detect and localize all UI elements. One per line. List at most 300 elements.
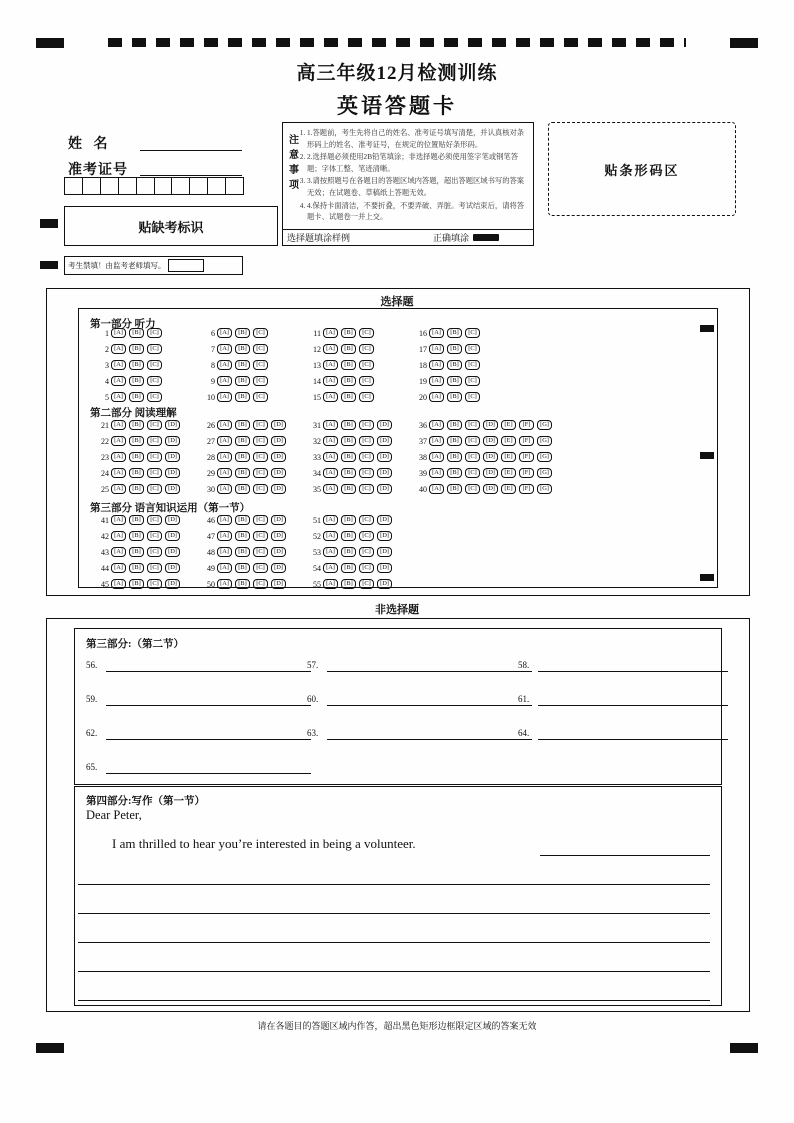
option-bubble-a[interactable]: [A] — [429, 360, 444, 370]
option-bubble-c[interactable]: [C] — [147, 484, 162, 494]
option-bubble-b[interactable]: [B] — [341, 328, 356, 338]
option-bubble-g[interactable]: [G] — [537, 436, 552, 446]
fill-in-line[interactable] — [538, 705, 728, 706]
option-bubble-c[interactable]: [C] — [147, 360, 162, 370]
answer-row[interactable] — [200, 376, 271, 386]
option-bubble-b[interactable]: [B] — [341, 452, 356, 462]
writing-line[interactable] — [78, 971, 710, 972]
option-bubble-b[interactable]: [B] — [341, 515, 356, 525]
option-bubble-a[interactable]: [A] — [217, 420, 232, 430]
writing-line[interactable] — [78, 942, 710, 943]
fill-in-line[interactable] — [106, 773, 311, 774]
option-bubble-c[interactable]: [C] — [253, 515, 268, 525]
option-bubble-b[interactable]: [B] — [341, 360, 356, 370]
option-bubble-b[interactable]: [B] — [235, 360, 250, 370]
option-bubble-a[interactable]: [A] — [429, 392, 444, 402]
option-bubble-a[interactable]: [A] — [217, 328, 232, 338]
answer-row[interactable] — [200, 547, 289, 557]
answer-row[interactable] — [94, 376, 165, 386]
option-bubble-d[interactable]: [D] — [483, 484, 498, 494]
option-bubble-d[interactable]: [D] — [165, 452, 180, 462]
option-bubble-b[interactable]: [B] — [447, 376, 462, 386]
option-bubble-c[interactable]: [C] — [359, 392, 374, 402]
option-bubble-c[interactable]: [C] — [359, 376, 374, 386]
answer-row[interactable] — [200, 328, 271, 338]
option-bubble-c[interactable]: [C] — [465, 392, 480, 402]
option-bubble-a[interactable]: [A] — [323, 344, 338, 354]
option-bubble-a[interactable]: [A] — [323, 436, 338, 446]
option-bubble-c[interactable]: [C] — [147, 547, 162, 557]
option-bubble-b[interactable]: [B] — [129, 563, 144, 573]
option-bubble-a[interactable]: [A] — [217, 392, 232, 402]
option-bubble-d[interactable]: [D] — [271, 452, 286, 462]
option-bubble-f[interactable]: [F] — [519, 484, 534, 494]
option-bubble-c[interactable]: [C] — [359, 547, 374, 557]
option-bubble-c[interactable]: [C] — [465, 468, 480, 478]
option-bubble-f[interactable]: [F] — [519, 436, 534, 446]
option-bubble-b[interactable]: [B] — [447, 436, 462, 446]
option-bubble-a[interactable]: [A] — [323, 392, 338, 402]
option-bubble-a[interactable]: [A] — [323, 420, 338, 430]
option-bubble-c[interactable]: [C] — [359, 515, 374, 525]
option-bubble-c[interactable]: [C] — [253, 436, 268, 446]
option-bubble-b[interactable]: [B] — [129, 376, 144, 386]
answer-row[interactable] — [306, 392, 377, 402]
proctor-note-blank[interactable] — [168, 259, 204, 272]
answer-row[interactable] — [94, 360, 165, 370]
option-bubble-a[interactable]: [A] — [323, 484, 338, 494]
option-bubble-b[interactable]: [B] — [129, 344, 144, 354]
option-bubble-b[interactable]: [B] — [447, 420, 462, 430]
option-bubble-d[interactable]: [D] — [165, 563, 180, 573]
option-bubble-d[interactable]: [D] — [165, 579, 180, 589]
option-bubble-b[interactable]: [B] — [447, 328, 462, 338]
answer-row[interactable] — [200, 531, 289, 541]
answer-row[interactable] — [94, 579, 183, 589]
option-bubble-c[interactable]: [C] — [465, 360, 480, 370]
option-bubble-a[interactable]: [A] — [111, 515, 126, 525]
option-bubble-b[interactable]: [B] — [341, 392, 356, 402]
answer-row[interactable] — [94, 328, 165, 338]
writing-line[interactable] — [540, 855, 710, 856]
missing-candidate-seal-box[interactable]: 贴缺考标识 — [64, 206, 278, 246]
option-bubble-a[interactable]: [A] — [217, 547, 232, 557]
option-bubble-b[interactable]: [B] — [341, 579, 356, 589]
option-bubble-c[interactable]: [C] — [253, 468, 268, 478]
answer-row[interactable] — [94, 563, 183, 573]
option-bubble-b[interactable]: [B] — [129, 547, 144, 557]
question-number: 30 — [207, 484, 215, 494]
option-bubble-d[interactable]: [D] — [483, 452, 498, 462]
option-bubble-d[interactable]: [D] — [483, 468, 498, 478]
option-bubble-g[interactable]: [G] — [537, 452, 552, 462]
option-bubble-f[interactable]: [F] — [519, 420, 534, 430]
option-bubble-b[interactable]: [B] — [129, 392, 144, 402]
option-bubble-a[interactable]: [A] — [111, 392, 126, 402]
option-bubble-d[interactable]: [D] — [377, 579, 392, 589]
answer-row[interactable] — [412, 328, 483, 338]
option-bubble-c[interactable]: [C] — [147, 376, 162, 386]
answer-row[interactable] — [412, 468, 555, 478]
option-bubble-d[interactable]: [D] — [271, 484, 286, 494]
option-bubble-c[interactable]: [C] — [465, 376, 480, 386]
option-bubble-a[interactable]: [A] — [111, 468, 126, 478]
option-bubble-a[interactable]: [A] — [111, 484, 126, 494]
option-bubble-d[interactable]: [D] — [271, 420, 286, 430]
option-bubble-b[interactable]: [B] — [129, 515, 144, 525]
option-bubble-a[interactable]: [A] — [217, 376, 232, 386]
answer-row[interactable] — [306, 531, 395, 541]
option-bubble-b[interactable]: [B] — [447, 392, 462, 402]
option-bubble-b[interactable]: [B] — [235, 392, 250, 402]
answer-row[interactable] — [94, 420, 183, 430]
option-bubble-d[interactable]: [D] — [377, 420, 392, 430]
option-bubble-c[interactable]: [C] — [359, 531, 374, 541]
option-bubble-a[interactable]: [A] — [429, 420, 444, 430]
writing-line[interactable] — [78, 884, 710, 885]
option-bubble-b[interactable]: [B] — [129, 360, 144, 370]
option-bubble-c[interactable]: [C] — [147, 392, 162, 402]
option-bubble-d[interactable]: [D] — [377, 563, 392, 573]
option-bubble-c[interactable]: [C] — [359, 360, 374, 370]
option-bubble-b[interactable]: [B] — [447, 344, 462, 354]
option-bubble-d[interactable]: [D] — [165, 515, 180, 525]
answer-row[interactable] — [412, 420, 555, 430]
option-bubble-b[interactable]: [B] — [341, 420, 356, 430]
option-bubble-b[interactable]: [B] — [235, 376, 250, 386]
option-bubble-c[interactable]: [C] — [359, 484, 374, 494]
option-bubble-a[interactable]: [A] — [111, 376, 126, 386]
option-bubble-d[interactable]: [D] — [165, 531, 180, 541]
option-bubble-c[interactable]: [C] — [253, 531, 268, 541]
option-bubble-c[interactable]: [C] — [359, 579, 374, 589]
option-bubble-a[interactable]: [A] — [217, 468, 232, 478]
answer-row[interactable] — [200, 468, 289, 478]
fill-in-line[interactable] — [106, 705, 311, 706]
answer-row[interactable] — [412, 452, 555, 462]
option-bubble-d[interactable]: [D] — [377, 484, 392, 494]
option-bubble-a[interactable]: [A] — [111, 579, 126, 589]
option-bubble-a[interactable]: [A] — [429, 436, 444, 446]
option-bubble-a[interactable]: [A] — [429, 484, 444, 494]
option-bubble-f[interactable]: [F] — [519, 452, 534, 462]
option-bubble-c[interactable]: [C] — [465, 436, 480, 446]
option-bubble-d[interactable]: [D] — [377, 531, 392, 541]
answer-row[interactable] — [94, 344, 165, 354]
fill-in-line[interactable] — [327, 671, 532, 672]
option-bubble-c[interactable]: [C] — [253, 420, 268, 430]
option-bubble-a[interactable]: [A] — [323, 452, 338, 462]
option-bubble-c[interactable]: [C] — [253, 392, 268, 402]
option-bubble-a[interactable]: [A] — [323, 328, 338, 338]
fill-in-line[interactable] — [106, 671, 311, 672]
answer-row[interactable] — [200, 452, 289, 462]
option-bubble-d[interactable]: [D] — [271, 468, 286, 478]
option-bubble-e[interactable]: [E] — [501, 452, 516, 462]
answer-row[interactable] — [200, 579, 289, 589]
answer-row[interactable] — [306, 436, 395, 446]
option-bubble-a[interactable]: [A] — [429, 328, 444, 338]
answer-row[interactable] — [94, 468, 183, 478]
option-bubble-c[interactable]: [C] — [359, 563, 374, 573]
option-bubble-d[interactable]: [D] — [271, 515, 286, 525]
option-bubble-a[interactable]: [A] — [323, 579, 338, 589]
answer-row[interactable] — [200, 392, 271, 402]
option-bubble-b[interactable]: [B] — [235, 531, 250, 541]
option-bubble-c[interactable]: [C] — [253, 484, 268, 494]
option-bubble-a[interactable]: [A] — [111, 344, 126, 354]
exam-number-grid[interactable] — [64, 177, 244, 195]
option-bubble-c[interactable]: [C] — [359, 420, 374, 430]
answer-row[interactable] — [306, 328, 377, 338]
option-bubble-a[interactable]: [A] — [429, 452, 444, 462]
option-bubble-b[interactable]: [B] — [447, 360, 462, 370]
answer-row[interactable] — [306, 344, 377, 354]
option-bubble-c[interactable]: [C] — [147, 420, 162, 430]
answer-row[interactable] — [412, 360, 483, 370]
filled-bubble-icon — [473, 234, 499, 241]
answer-row[interactable] — [94, 436, 183, 446]
option-bubble-c[interactable]: [C] — [253, 344, 268, 354]
option-bubble-d[interactable]: [D] — [271, 579, 286, 589]
barcode-paste-area[interactable]: 贴条形码区 — [548, 122, 736, 216]
option-bubble-b[interactable]: [B] — [129, 328, 144, 338]
option-bubble-b[interactable]: [B] — [341, 484, 356, 494]
answer-row[interactable] — [306, 515, 395, 525]
fill-in-line[interactable] — [327, 739, 532, 740]
answer-row[interactable] — [306, 452, 395, 462]
option-bubble-b[interactable]: [B] — [341, 468, 356, 478]
answer-row[interactable] — [94, 531, 183, 541]
option-bubble-c[interactable]: [C] — [359, 468, 374, 478]
option-bubble-d[interactable]: [D] — [165, 468, 180, 478]
writing-line[interactable] — [78, 913, 710, 914]
option-bubble-b[interactable]: [B] — [235, 436, 250, 446]
answer-row[interactable] — [200, 515, 289, 525]
option-bubble-d[interactable]: [D] — [165, 484, 180, 494]
option-bubble-c[interactable]: [C] — [253, 579, 268, 589]
option-bubble-a[interactable]: [A] — [111, 420, 126, 430]
option-bubble-c[interactable]: [C] — [359, 452, 374, 462]
option-bubble-d[interactable]: [D] — [377, 436, 392, 446]
option-bubble-c[interactable]: [C] — [253, 547, 268, 557]
option-bubble-e[interactable]: [E] — [501, 436, 516, 446]
option-bubble-c[interactable]: [C] — [465, 452, 480, 462]
option-bubble-c[interactable]: [C] — [147, 344, 162, 354]
answer-row[interactable] — [200, 436, 289, 446]
option-bubble-c[interactable]: [C] — [147, 563, 162, 573]
option-bubble-a[interactable]: [A] — [429, 344, 444, 354]
option-bubble-b[interactable]: [B] — [235, 515, 250, 525]
option-bubble-b[interactable]: [B] — [129, 436, 144, 446]
writing-line[interactable] — [78, 1000, 710, 1001]
answer-row[interactable] — [94, 547, 183, 557]
option-bubble-a[interactable]: [A] — [323, 563, 338, 573]
option-bubble-a[interactable]: [A] — [111, 328, 126, 338]
option-bubble-a[interactable]: [A] — [217, 344, 232, 354]
question-number: 50 — [207, 579, 215, 589]
fill-in-line[interactable] — [538, 739, 728, 740]
option-bubble-b[interactable]: [B] — [235, 328, 250, 338]
option-bubble-a[interactable]: [A] — [111, 360, 126, 370]
answer-row[interactable] — [306, 468, 395, 478]
option-bubble-a[interactable]: [A] — [429, 468, 444, 478]
option-bubble-b[interactable]: [B] — [341, 376, 356, 386]
option-bubble-c[interactable]: [C] — [359, 328, 374, 338]
option-bubble-c[interactable]: [C] — [147, 531, 162, 541]
option-bubble-e[interactable]: [E] — [501, 484, 516, 494]
fill-in-line[interactable] — [106, 739, 311, 740]
question-number: 41 — [101, 515, 109, 525]
answer-row[interactable] — [306, 484, 395, 494]
exam-number-label: 准考证号 — [68, 163, 128, 178]
answer-row[interactable] — [200, 420, 289, 430]
answer-row[interactable] — [306, 547, 395, 557]
option-bubble-d[interactable]: [D] — [271, 531, 286, 541]
option-bubble-c[interactable]: [C] — [359, 344, 374, 354]
answer-row[interactable] — [306, 376, 377, 386]
option-bubble-b[interactable]: [B] — [447, 484, 462, 494]
option-bubble-a[interactable]: [A] — [111, 436, 126, 446]
option-bubble-c[interactable]: [C] — [147, 436, 162, 446]
option-bubble-a[interactable]: [A] — [111, 547, 126, 557]
answer-row[interactable] — [200, 360, 271, 370]
answer-row[interactable] — [306, 563, 395, 573]
answer-row[interactable] — [306, 420, 395, 430]
option-bubble-c[interactable]: [C] — [147, 468, 162, 478]
option-bubble-d[interactable]: [D] — [377, 515, 392, 525]
option-bubble-c[interactable]: [C] — [253, 563, 268, 573]
option-bubble-a[interactable]: [A] — [217, 360, 232, 370]
option-bubble-d[interactable]: [D] — [165, 547, 180, 557]
correct-fill-sample — [433, 231, 499, 244]
option-bubble-e[interactable]: [E] — [501, 420, 516, 430]
answer-row[interactable] — [412, 376, 483, 386]
answer-row[interactable] — [412, 392, 483, 402]
option-bubble-a[interactable]: [A] — [217, 579, 232, 589]
option-bubble-a[interactable]: [A] — [217, 484, 232, 494]
option-bubble-d[interactable]: [D] — [271, 563, 286, 573]
option-bubble-b[interactable]: [B] — [341, 344, 356, 354]
option-bubble-a[interactable]: [A] — [323, 531, 338, 541]
answer-row[interactable] — [412, 344, 483, 354]
answer-row[interactable] — [94, 392, 165, 402]
option-bubble-a[interactable]: [A] — [429, 376, 444, 386]
option-bubble-d[interactable]: [D] — [483, 420, 498, 430]
option-bubble-a[interactable]: [A] — [323, 515, 338, 525]
option-bubble-g[interactable]: [G] — [537, 468, 552, 478]
option-bubble-d[interactable]: [D] — [377, 452, 392, 462]
option-bubble-d[interactable]: [D] — [165, 420, 180, 430]
fill-in-line[interactable] — [538, 671, 728, 672]
option-bubble-a[interactable]: [A] — [217, 563, 232, 573]
option-bubble-a[interactable]: [A] — [217, 436, 232, 446]
option-bubble-b[interactable]: [B] — [235, 547, 250, 557]
answer-row[interactable] — [94, 515, 183, 525]
option-bubble-c[interactable]: [C] — [465, 328, 480, 338]
option-bubble-b[interactable]: [B] — [447, 468, 462, 478]
answer-row[interactable] — [94, 452, 183, 462]
option-bubble-a[interactable]: [A] — [217, 452, 232, 462]
correct-fill-label: 正确填涂 — [433, 233, 470, 243]
option-bubble-b[interactable]: [B] — [341, 531, 356, 541]
option-bubble-d[interactable]: [D] — [483, 436, 498, 446]
option-bubble-c[interactable]: [C] — [465, 420, 480, 430]
option-bubble-f[interactable]: [F] — [519, 468, 534, 478]
option-bubble-a[interactable]: [A] — [323, 376, 338, 386]
option-bubble-b[interactable]: [B] — [235, 420, 250, 430]
option-bubble-b[interactable]: [B] — [129, 468, 144, 478]
option-bubble-a[interactable]: [A] — [323, 360, 338, 370]
option-bubble-a[interactable]: [A] — [111, 531, 126, 541]
option-bubble-a[interactable]: [A] — [323, 547, 338, 557]
answer-row[interactable] — [306, 579, 395, 589]
option-bubble-c[interactable]: [C] — [253, 376, 268, 386]
option-bubble-b[interactable]: [B] — [447, 452, 462, 462]
option-bubble-b[interactable]: [B] — [235, 579, 250, 589]
option-bubble-d[interactable]: [D] — [165, 436, 180, 446]
answer-row[interactable] — [200, 344, 271, 354]
option-bubble-c[interactable]: [C] — [147, 452, 162, 462]
option-bubble-a[interactable]: [A] — [111, 563, 126, 573]
option-bubble-d[interactable]: [D] — [271, 547, 286, 557]
option-bubble-d[interactable]: [D] — [271, 436, 286, 446]
fill-in-line[interactable] — [327, 705, 532, 706]
option-bubble-d[interactable]: [D] — [377, 547, 392, 557]
nonchoice-section-title: 非选择题 — [375, 604, 419, 616]
option-bubble-b[interactable]: [B] — [235, 344, 250, 354]
option-bubble-d[interactable]: [D] — [377, 468, 392, 478]
answer-row[interactable] — [200, 484, 289, 494]
option-bubble-b[interactable]: [B] — [129, 531, 144, 541]
option-bubble-b[interactable]: [B] — [129, 579, 144, 589]
option-bubble-c[interactable]: [C] — [359, 436, 374, 446]
option-bubble-b[interactable]: [B] — [129, 484, 144, 494]
option-bubble-b[interactable]: [B] — [235, 468, 250, 478]
answer-row[interactable] — [94, 484, 183, 494]
option-bubble-b[interactable]: [B] — [129, 420, 144, 430]
option-bubble-c[interactable]: [C] — [253, 360, 268, 370]
option-bubble-a[interactable]: [A] — [217, 515, 232, 525]
answer-row[interactable] — [412, 436, 555, 446]
name-input-line[interactable] — [140, 150, 242, 151]
answer-row[interactable] — [306, 360, 377, 370]
answer-row[interactable] — [412, 484, 555, 494]
option-bubble-e[interactable]: [E] — [501, 468, 516, 478]
option-bubble-b[interactable]: [B] — [341, 436, 356, 446]
option-bubble-c[interactable]: [C] — [465, 484, 480, 494]
option-bubble-b[interactable]: [B] — [129, 452, 144, 462]
option-bubble-c[interactable]: [C] — [147, 328, 162, 338]
option-bubble-g[interactable]: [G] — [537, 484, 552, 494]
option-bubble-g[interactable]: [G] — [537, 420, 552, 430]
option-bubble-c[interactable]: [C] — [465, 344, 480, 354]
option-bubble-b[interactable]: [B] — [235, 563, 250, 573]
question-number: 19 — [419, 376, 427, 386]
option-bubble-b[interactable]: [B] — [341, 563, 356, 573]
option-bubble-c[interactable]: [C] — [253, 328, 268, 338]
option-bubble-c[interactable]: [C] — [147, 515, 162, 525]
option-bubble-b[interactable]: [B] — [341, 547, 356, 557]
option-bubble-a[interactable]: [A] — [217, 531, 232, 541]
option-bubble-b[interactable]: [B] — [235, 484, 250, 494]
option-bubble-a[interactable]: [A] — [111, 452, 126, 462]
option-bubble-a[interactable]: [A] — [323, 468, 338, 478]
option-bubble-c[interactable]: [C] — [253, 452, 268, 462]
answer-row[interactable] — [200, 563, 289, 573]
option-bubble-b[interactable]: [B] — [235, 452, 250, 462]
option-bubble-c[interactable]: [C] — [147, 579, 162, 589]
